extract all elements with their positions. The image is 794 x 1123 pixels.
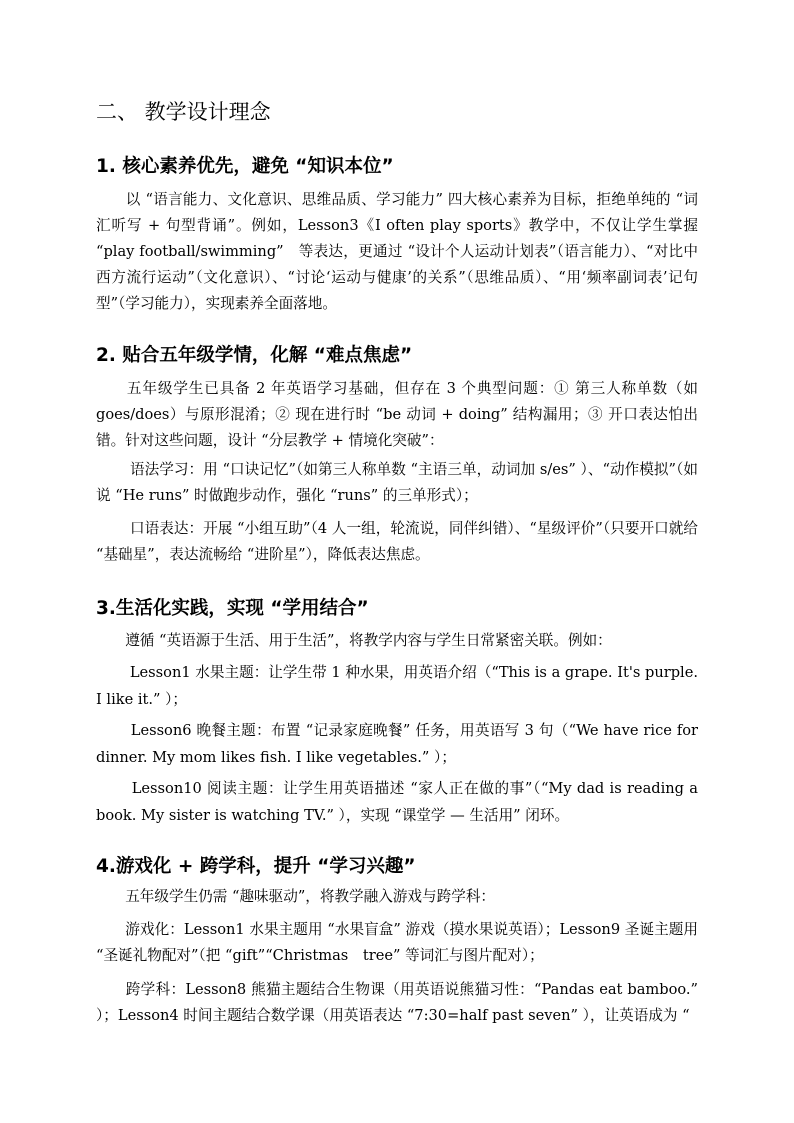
section-3-paragraph-3: Lesson6 晚餐主题：布置 “记录家庭晚餐” 任务，用英语写 3 句（“We have rice for dinner. My mom likes fish. I like vegetables.” ）； — [96, 722, 698, 766]
section-4-heading: 4.游戏化 + 跨学科，提升 “学习兴趣” — [96, 856, 416, 877]
section-3-paragraph-2: Lesson1 水果主题：让学生带 1 种水果，用英语介绍（“This is a grape. It's purple. I like it.” ）； — [96, 664, 698, 708]
section-3-heading: 3.生活化实践，实现 “学用结合” — [96, 598, 369, 619]
section-1-heading: 1. 核心素养优先，避免 “知识本位” — [96, 156, 394, 177]
section-3-paragraph-4: Lesson10 阅读主题：让学生用英语描述 “家人正在做的事”（“My dad is reading a book. My sister is watching TV.” ），实现 “课堂学 — 生活用” 闭环。 — [96, 780, 698, 824]
section-4-paragraph-3: 跨学科：Lesson8 熊猫主题结合生物课（用英语说熊猫习性：“Pandas eat bamboo.” ）；Lesson4 时间主题结合数学课（用英语表达 “7:30=half past seven” ），让英语成为 “ — [96, 981, 698, 1024]
page-title: 二、 教学设计理念 — [96, 100, 271, 124]
section-2-heading: 2. 贴合五年级学情，化解 “难点焦虑” — [96, 345, 413, 366]
section-2-paragraph-1: 五年级学生已具备 2 年英语学习基础，但存在 3 个典型问题：① 第三人称单数（如 goes/does）与原形混淆；② 现在进行时 “be 动词 + doing” 结构漏用；③ 开口表达怕出错。针对这些问题，设计 “分层教学 + 情境化突破”： — [96, 380, 698, 449]
section-3-paragraph-1: 遵循 “英语源于生活、用于生活”，将教学内容与学生日常紧密关联。例如： — [96, 632, 612, 649]
section-4-paragraph-1: 五年级学生仍需 “趣味驱动”，将教学融入游戏与跨学科： — [96, 888, 496, 905]
section-4-paragraph-2: 游戏化：Lesson1 水果主题用 “水果盲盒” 游戏（摸水果说英语）；Lesson9 圣诞主题用 “圣诞礼物配对”（把 “gift”“Christmas tree” 等词汇与图片配对）； — [96, 921, 698, 964]
section-2-paragraph-3: 口语表达：开展 “小组互助”（4 人一组，轮流说，同伴纠错）、“星级评价”（只要开口就给 “基础星”，表达流畅给 “进阶星”），降低表达焦虑。 — [96, 520, 698, 563]
section-2-paragraph-2: 语法学习：用 “口诀记忆”（如第三人称单数 “主语三单，动词加 s/es” ）、“动作模拟”（如说 “He runs” 时做跑步动作，强化 “runs” 的三单形式）； — [96, 461, 698, 504]
section-1-paragraph-1: 以 “语言能力、文化意识、思维品质、学习能力” 四大核心素养为目标，拒绝单纯的 “词汇听写 + 句型背诵”。例如，Lesson3《I often play sports》教学中，不仅让学生掌握 “play football/swimming” 等表达，更通过 “设计个人运动计划表”（语言能力）、“对比中西方流行运动”（文化意识）、“讨论‘运动与健康’的关系”（思维品质）、“用‘频率副词表’记句型”（学习能力），实现素养全面落地。 — [96, 191, 698, 312]
